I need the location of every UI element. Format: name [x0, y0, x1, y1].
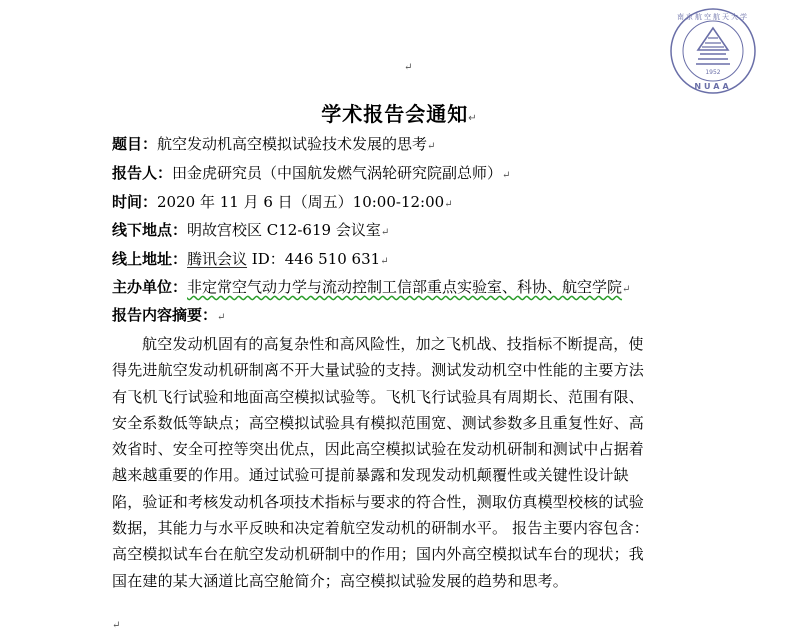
- title-text: 学术报告会通知: [321, 102, 469, 126]
- logo-abbrev: NUAA: [694, 82, 732, 91]
- abstract-line: 陷，验证和考核发动机各项技术指标与要求的符合性，测取仿真模型校核的试验: [112, 492, 645, 511]
- abstract-line: 国在建的某大涵道比高空舱简介；高空模拟试验发展的趋势和思考。: [112, 571, 569, 590]
- field-organizer: 主办单位：非定常空气动力学与流动控制工信部重点实验室、科协、航空学院↵: [112, 278, 631, 296]
- abstract-line: 安全系数低等缺点；高空模拟试验具有模拟范围宽、测试参数多且重复性好、高: [112, 413, 645, 432]
- abstract-paragraph: [112, 331, 692, 594]
- university-logo-icon: [668, 6, 758, 96]
- page-title: 学术报告会通知↵: [321, 102, 478, 126]
- field-time: 时间：2020 年 11 月 6 日（周五）10:00-12:00↵: [112, 193, 453, 211]
- paragraph-mark: ↵: [404, 62, 413, 73]
- field-abstract-heading: 报告内容摘要：↵: [112, 306, 226, 324]
- abstract-line: 得先进航空发动机研制离不开大量试验的支持。测试发动机空中性能的主要方法: [112, 361, 645, 380]
- abstract-line: 有飞机飞行试验和地面高空模拟试验等。飞机飞行试验具有周期长、范围有限、: [112, 387, 645, 406]
- abstract-line: 高空模拟试车台在航空发动机研制中的作用；国内外高空模拟试车台的现状；我: [112, 545, 645, 564]
- field-offline-location: 线下地点：明故宫校区 C12-619 会议室↵: [112, 221, 390, 239]
- tencent-meeting-link[interactable]: 腾讯会议: [187, 250, 248, 268]
- field-speaker: 报告人：田金虎研究员（中国航发燃气涡轮研究院副总师）↵: [112, 164, 511, 182]
- field-online-address: 线上地址：腾讯会议 ID：446 510 631↵: [112, 250, 389, 268]
- field-topic: 题目：航空发动机高空模拟试验技术发展的思考↵: [112, 135, 436, 153]
- abstract-line: 数据，其能力与水平反映和决定着航空发动机的研制水平。 报告主要内容包含：: [112, 519, 649, 538]
- abstract-line: 越来越重要的作用。通过试验可提前暴露和发现发动机颠覆性或关键性设计缺: [112, 466, 629, 485]
- logo-text-ring: 南京航空航天大学: [677, 13, 749, 21]
- logo-year: 1952: [705, 69, 721, 76]
- abstract-line: 效省时、安全可控等突出优点，因此高空模拟试验在发动机研制和测试中占据着: [112, 440, 645, 459]
- abstract-line: 航空发动机固有的高复杂性和高风险性，加之飞机战、技指标不断提高，使: [142, 335, 644, 353]
- paragraph-mark: ↵: [112, 620, 121, 631]
